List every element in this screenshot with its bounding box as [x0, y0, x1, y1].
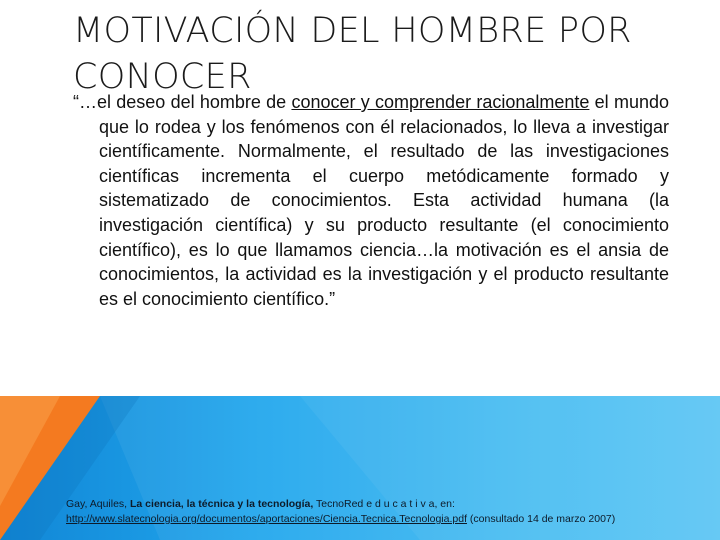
- quote-remainder: el mundo que lo rodea y los fenómenos con él relacionados, lo lleva a investigar científicamente. Normalmente, el resultado de las investigaciones científicas incrementa el cuerpo metódicamente formado y sistematizado de conocimientos. Esta actividad humana (la investigación científica) y su producto resultante (el conocimiento científico), es lo que llamamos ciencia…la motivación es el ansia de conocimientos, la actividad es la investigación y el producto resultante es el conocimiento científico.”: [99, 92, 669, 309]
- citation-publisher: TecnoRed e d u c a t i v a, en:: [313, 498, 455, 510]
- quote-opening: “…el deseo del hombre de: [73, 92, 292, 112]
- citation: [66, 497, 716, 527]
- citation-url-link[interactable]: http://www.slatecnologia.org/documentos/aportaciones/Ciencia.Tecnica.Tecnologia.pdf: [66, 513, 467, 525]
- footer-orange-highlight: [0, 396, 60, 506]
- citation-authors: Gay, Aquiles,: [66, 498, 131, 510]
- quote-underlined-phrase: conocer y comprender racionalmente: [291, 92, 590, 112]
- slide-title: MOTIVACIÓN DEL HOMBRE POR CONOCER: [73, 11, 632, 97]
- citation-consulted: (consultado 14 de marzo 2007): [466, 513, 616, 525]
- quote-paragraph: [73, 90, 669, 311]
- citation-title: La ciencia, la técnica y la tecnología,: [130, 498, 314, 510]
